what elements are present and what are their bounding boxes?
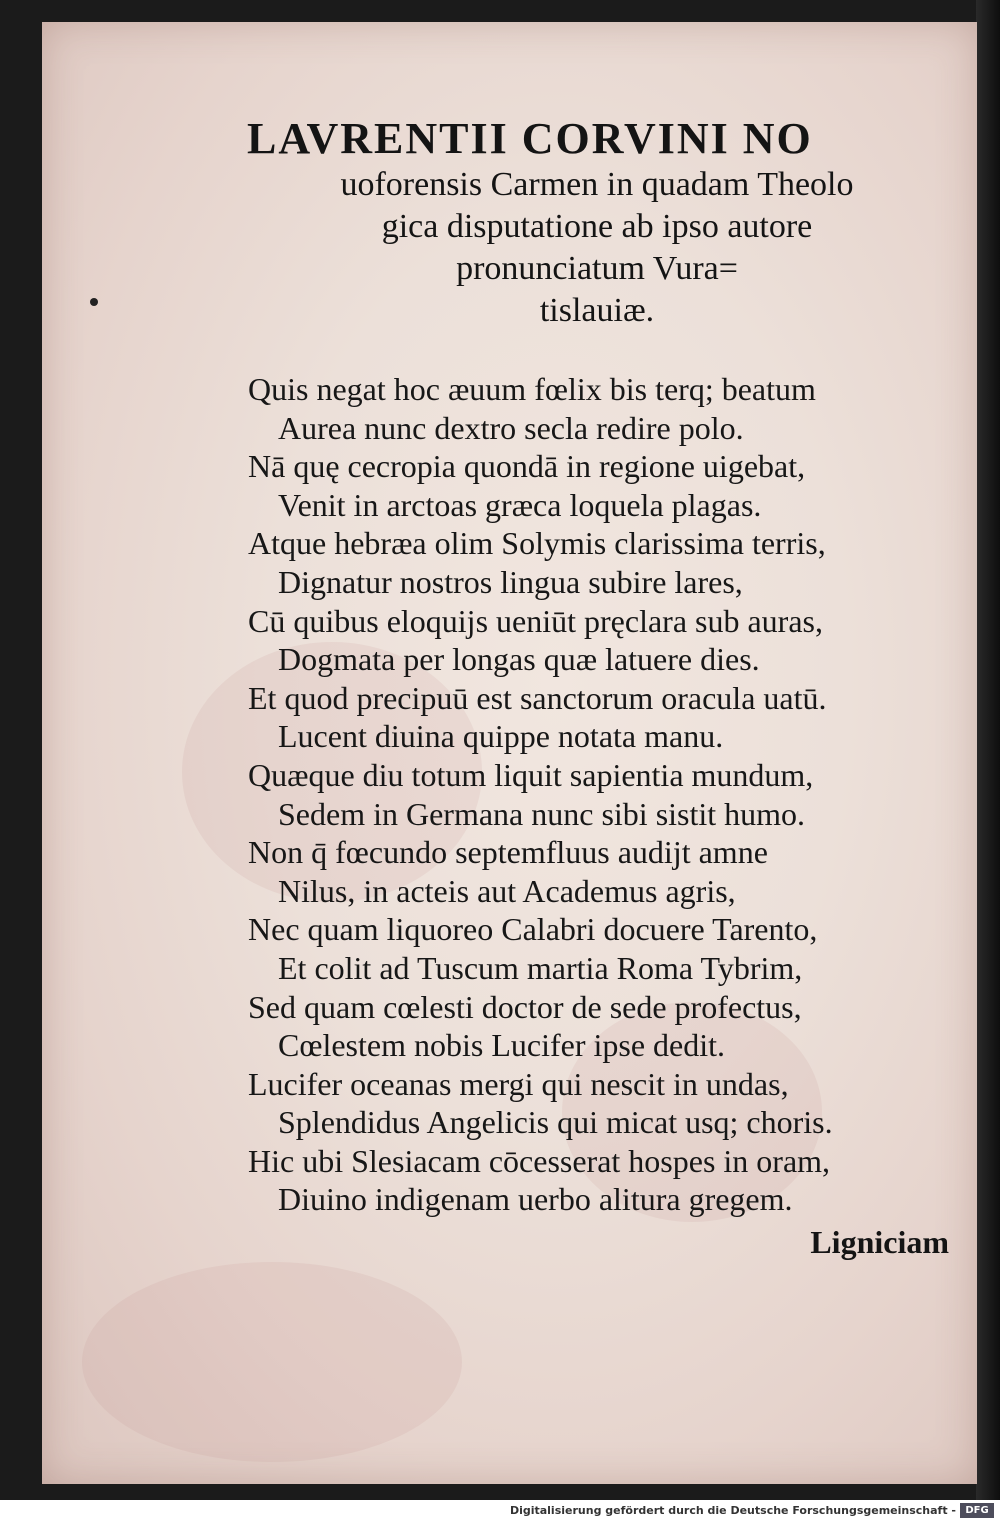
catchword: Ligniciam [810,1224,949,1260]
verse-line: Sed quam cœlesti doctor de sede profectus, [248,988,802,1025]
verse-line: Et colit ad Tuscum martia Roma Tybrim, [278,949,803,986]
verse-line: Dignatur nostros lingua subire lares, [278,563,743,600]
verse-line: Splendidus Angelicis qui micat usq; choris. [278,1104,833,1141]
footer-bar [0,1500,1000,1523]
paper-stain [82,1262,462,1462]
verse-line: Aurea nunc dextro secla redire polo. [278,409,744,446]
heading-line-3: gica disputatione ab ipso autore [381,208,813,245]
verse-line: Quæque diu totum liquit sapientia mundum, [248,756,814,793]
verse-line: Cœlestem nobis Lucifer ipse dedit. [278,1027,726,1064]
heading-line-2: uoforensis Carmen in quadam Theolo [340,166,854,203]
verse-line: Nilus, in acteis aut Academus agris, [278,872,736,909]
verse-line: Hic ubi Slesiacam cōcesserat hospes in oram, [248,1142,831,1179]
verse-line: Cū quibus eloquijs ueniūt pręclara sub auras, [248,602,823,639]
footer-funding-text: Digitalisierung gefördert durch die Deutsche Forschungsgemeinschaft - [509,1504,956,1517]
scan-right-edge [976,0,1000,1500]
verse-line: Sedem in Germana nunc sibi sistit humo. [278,795,806,832]
verse-line: Nā quę cecropia quondā in regione uigebat, [248,448,806,485]
verse-line: Et quod precipuū est sanctorum oracula uatū. [248,679,827,716]
verse-line: Dogmata per longas quæ latuere dies. [278,641,760,678]
verse-line: Lucent diuina quippe notata manu. [278,718,724,755]
poem-heading [247,114,947,332]
verse-line: Venit in arctoas græca loquela plagas. [278,486,762,523]
heading-line-5: tislauiæ. [539,292,655,329]
heading-line-4: pronunciatum Vura= [456,250,738,287]
dfg-logo: DFG [960,1503,994,1518]
heading-line-1: LAVRENTII CORVINI NO [247,114,813,163]
verse-line: Quis negat hoc æuum fœlix bis terq; beatum [248,371,816,407]
poem-body [248,370,968,1219]
verse-line: Diuino indigenam uerbo alitura gregem. [278,1181,793,1218]
verse-line: Atque hebræa olim Solymis clarissima terris, [248,525,826,562]
verse-line: Nec quam liquoreo Calabri docuere Tarento, [248,911,818,948]
book-page [42,22,977,1484]
verse-line: Lucifer oceanas mergi qui nescit in undas, [248,1065,789,1102]
verse-line: Non q̄ fœcundo septemfluus audijt amne [248,834,768,871]
ink-dot [90,298,98,306]
